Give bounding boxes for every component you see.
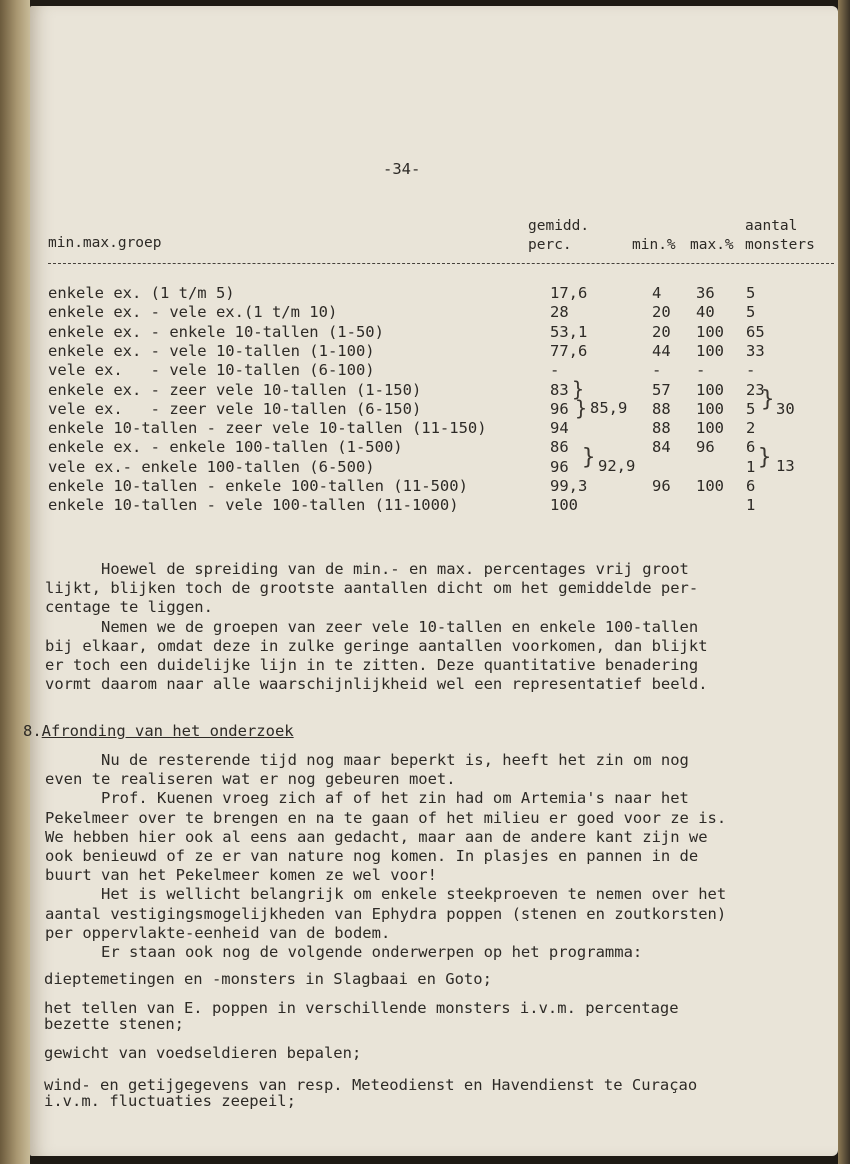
row-perc: 83	[550, 380, 569, 399]
row-min: 20	[652, 303, 671, 322]
group-count-2: 13	[776, 457, 795, 475]
row-min: 84	[652, 438, 671, 457]
row-count: 33	[746, 341, 765, 360]
row-perc: 28	[550, 303, 569, 322]
header-avg-line1: gemidd.	[528, 218, 590, 234]
text-line: even te realiseren wat er nog gebeuren moet.	[45, 770, 456, 789]
program-item: het tellen van E. poppen in verschillende monsters i.v.m. percentage	[44, 999, 679, 1017]
brace-3: }	[582, 445, 596, 470]
header-avg-line2: perc.	[528, 237, 572, 253]
row-min: 57	[652, 380, 671, 399]
text-line: Het is wellicht belangrijk om enkele steekproeven te nemen over het	[45, 885, 727, 904]
section-heading	[23, 722, 294, 741]
row-group: enkele 10-tallen - enkele 100-tallen (11-500)	[48, 477, 468, 495]
table-row	[48, 458, 838, 477]
row-group: enkele ex. - vele 10-tallen (1-100)	[48, 341, 375, 360]
text-line: aantal vestigingsmogelijkheden van Ephydra poppen (stenen en zoutkorsten)	[45, 904, 727, 923]
row-group: enkele ex. - vele ex.(1 t/m 10)	[48, 303, 338, 322]
brace-1b: }	[575, 396, 588, 420]
table-row	[48, 419, 838, 438]
text-line: buurt van het Pekelmeer komen ze wel voor!	[45, 866, 437, 885]
row-count: 5	[746, 399, 756, 418]
row-max: 96	[696, 438, 715, 457]
text-line: ook benieuwd of ze er van nature nog komen. In plasjes en pannen in de	[45, 847, 699, 865]
row-perc: 100	[550, 496, 578, 515]
book-spine	[0, 0, 30, 1164]
text-line: Pekelmeer over te brengen en na te gaan of het milieu er goed voor ze is.	[45, 808, 727, 827]
table-rule	[48, 263, 834, 264]
text-line: Prof. Kuenen vroeg zich af of het zin had om Artemia's naar het	[45, 789, 689, 808]
row-count: 1	[746, 457, 756, 476]
group-count-1: 30	[776, 400, 795, 418]
text-line: vormt daarom naar alle waarschijnlijkheid wel een representatief beeld.	[45, 675, 708, 694]
header-count-line2: monsters	[745, 237, 815, 253]
row-group: enkele 10-tallen - vele 100-tallen (11-1000)	[48, 496, 459, 515]
row-min: -	[652, 361, 662, 380]
row-min: 88	[652, 419, 671, 438]
row-count: 6	[746, 438, 756, 457]
header-count-line1: aantal	[745, 218, 798, 234]
row-perc: 99,3	[550, 477, 588, 495]
row-count: 1	[746, 496, 756, 515]
row-max: 100	[696, 380, 724, 399]
row-group: vele ex. - vele 10-tallen (6-100)	[48, 361, 375, 380]
table-row	[48, 438, 838, 457]
row-perc: 94	[550, 419, 569, 438]
program-item: gewicht van voedseldieren bepalen;	[44, 1044, 362, 1062]
row-min: 96	[652, 477, 671, 495]
text-line: per oppervlakte-eenheid van de bodem.	[45, 923, 391, 942]
row-max: 40	[696, 303, 715, 322]
text-line: We hebben hier ook al eens aan gedacht, maar aan de andere kant zijn we	[45, 827, 708, 846]
book-edge	[838, 0, 850, 1164]
text-line: centage te liggen.	[45, 598, 213, 617]
program-item: i.v.m. fluctuaties zeepeil;	[44, 1092, 296, 1110]
text-line: bij elkaar, omdat deze in zulke geringe aantallen voorkomen, dan blijkt	[45, 636, 708, 655]
text-line: er toch een duidelijke lijn in te zitten. Deze quantitative benadering	[45, 656, 699, 674]
text-line: Er staan ook nog de volgende onderwerpen op het programma:	[45, 943, 643, 961]
row-group: vele ex. - zeer vele 10-tallen (6-150)	[48, 399, 422, 418]
group-avg-1: 85,9	[590, 399, 628, 417]
row-max: 100	[696, 477, 724, 495]
row-count: 2	[746, 419, 756, 438]
row-perc: 86	[550, 438, 569, 457]
brace-4: }	[758, 445, 772, 470]
row-group: enkele ex. - zeer vele 10-tallen (1-150)	[48, 380, 422, 399]
row-perc: 96	[550, 457, 569, 476]
row-min: 4	[652, 284, 662, 302]
row-perc: 96	[550, 399, 569, 418]
table-row	[48, 303, 838, 322]
table-row	[48, 284, 838, 303]
row-count: 5	[746, 303, 756, 322]
row-perc: -	[550, 361, 560, 380]
row-group: vele ex.- enkele 100-tallen (6-500)	[48, 457, 375, 476]
brace-2: }	[761, 387, 775, 412]
text-line: Hoewel de spreiding van de min.- en max. percentages vrij groot	[45, 560, 689, 578]
row-max: -	[696, 361, 706, 380]
row-count: 23	[746, 380, 765, 399]
row-group: enkele ex. (1 t/m 5)	[48, 284, 235, 302]
header-group: min.max.groep	[48, 235, 162, 251]
row-count: 5	[746, 284, 756, 302]
row-max: 100	[696, 322, 724, 341]
section-title: Afronding van het onderzoek	[41, 722, 294, 740]
table-row	[48, 396, 838, 420]
text-line: Nu de resterende tijd nog maar beperkt is, heeft het zin om nog	[45, 751, 689, 769]
header-min: min.%	[632, 237, 676, 253]
brace-1: }	[572, 377, 585, 401]
header-max: max.%	[690, 237, 734, 253]
text-line: Nemen we de groepen van zeer vele 10-tallen en enkele 100-tallen	[45, 617, 699, 636]
table-row	[48, 361, 838, 380]
table-row	[48, 323, 838, 342]
row-max: 100	[696, 341, 724, 360]
row-min: 88	[652, 399, 671, 418]
program-item: wind- en getijgegevens van resp. Meteodienst en Havendienst te Curaçao	[44, 1076, 698, 1094]
table-row	[48, 342, 838, 361]
row-max: 36	[696, 284, 715, 302]
program-item: dieptemetingen en -monsters in Slagbaai en Goto;	[44, 970, 492, 988]
row-min: 20	[652, 322, 671, 341]
text-line: lijkt, blijken toch de grootste aantallen dicht om het gemiddelde per-	[45, 579, 699, 598]
row-perc: 17,6	[550, 284, 588, 302]
row-perc: 77,6	[550, 341, 588, 360]
row-max: 100	[696, 399, 724, 418]
row-perc: 53,1	[550, 322, 588, 341]
table-row	[48, 496, 838, 515]
row-count: 6	[746, 477, 756, 495]
row-count: -	[746, 361, 756, 380]
row-max: 100	[696, 419, 724, 438]
section-number: 8.	[23, 722, 42, 740]
page-number: -34-	[383, 160, 421, 178]
row-group: enkele ex. - enkele 100-tallen (1-500)	[48, 438, 403, 457]
row-count: 65	[746, 322, 765, 341]
program-item: bezette stenen;	[44, 1015, 184, 1033]
row-min: 44	[652, 341, 671, 360]
table-row	[48, 477, 838, 496]
group-avg-2: 92,9	[598, 457, 636, 475]
row-group: enkele 10-tallen - zeer vele 10-tallen (11-150)	[48, 419, 487, 438]
row-group: enkele ex. - enkele 10-tallen (1-50)	[48, 322, 384, 341]
table-row	[48, 377, 838, 401]
